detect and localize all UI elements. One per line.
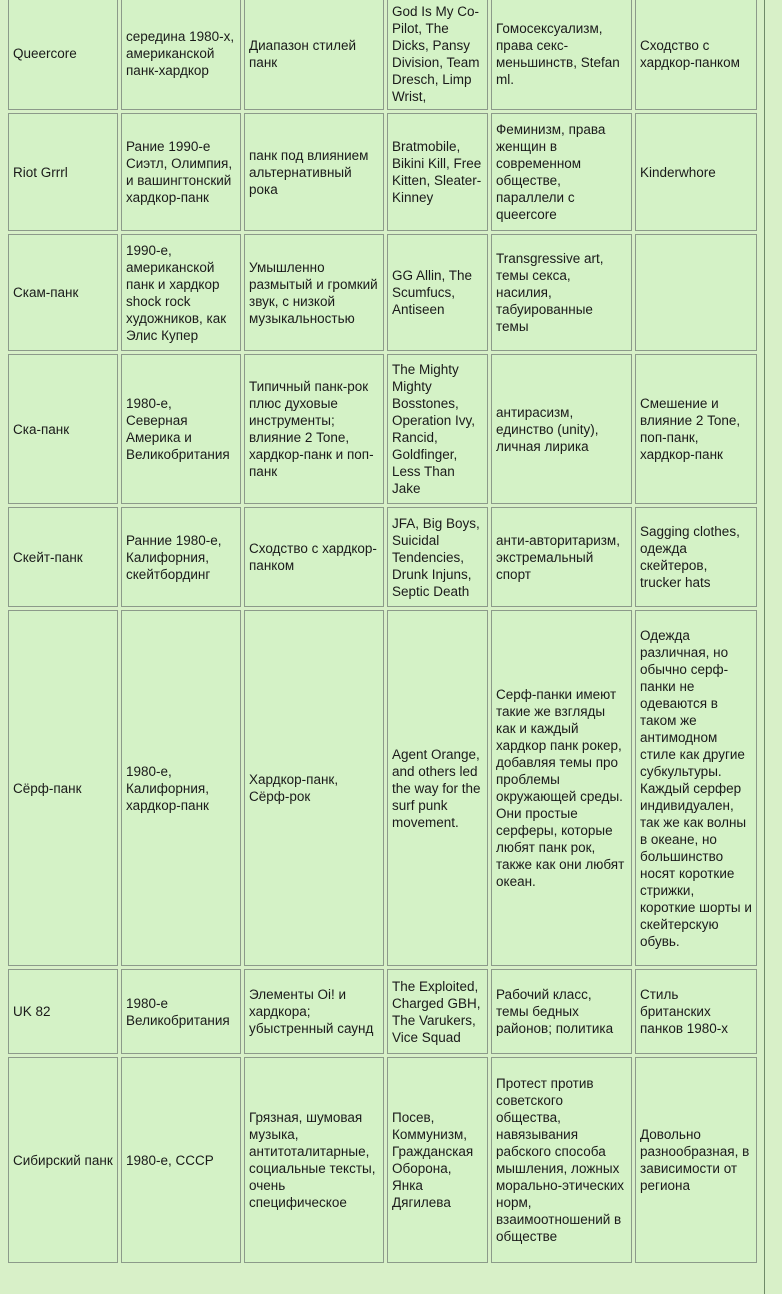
table-cell-origin: 1980-е, Калифорния, хардкор-панк bbox=[121, 610, 241, 966]
table-cell-genre: Сибирский панк bbox=[8, 1057, 118, 1263]
table-cell-sound: Хардкор-панк, Сёрф-рок bbox=[244, 610, 384, 966]
table-cell-sound: Грязная, шумовая музыка, антитоталитарные, социальные тексты, очень специфическое bbox=[244, 1057, 384, 1263]
table-row bbox=[8, 234, 757, 351]
table-cell-bands: GG Allin, The Scumfucs, Antiseen bbox=[387, 234, 488, 351]
table-cell-fashion bbox=[635, 234, 757, 351]
table-body bbox=[8, 0, 757, 1263]
table-row bbox=[8, 0, 757, 110]
table-cell-themes: Transgressive art, темы секса, насилия, табуированные темы bbox=[491, 234, 632, 351]
table-cell-origin: 1980-е Великобритания bbox=[121, 969, 241, 1054]
table-row bbox=[8, 1057, 757, 1263]
table-cell-fashion: Sagging clothes, одежда скейтеров, trucker hats bbox=[635, 507, 757, 607]
table-cell-fashion: Смешение и влияние 2 Tone, поп-панк, хардкор-панк bbox=[635, 354, 757, 504]
table-cell-bands: Посев, Коммунизм, Гражданская Оборона, Янка Дягилева bbox=[387, 1057, 488, 1263]
table-cell-origin: 1980-е, Северная Америка и Великобритания bbox=[121, 354, 241, 504]
table-row bbox=[8, 507, 757, 607]
table-cell-themes: Протест против советского общества, навязывания рабского способа мышления, ложных морально-этических норм, взаимоотношений в обществе bbox=[491, 1057, 632, 1263]
table-cell-themes: анти-авторитаризм, экстремальный спорт bbox=[491, 507, 632, 607]
table-cell-fashion: Kinderwhore bbox=[635, 113, 757, 231]
table-cell-bands: JFA, Big Boys, Suicidal Tendencies, Drunk Injuns, Septic Death bbox=[387, 507, 488, 607]
table-cell-themes: Рабочий класс, темы бедных районов; политика bbox=[491, 969, 632, 1054]
table-row bbox=[8, 113, 757, 231]
table-cell-genre: Сёрф-панк bbox=[8, 610, 118, 966]
table-cell-genre: Ска-панк bbox=[8, 354, 118, 504]
table-row bbox=[8, 610, 757, 966]
table-cell-sound: Типичный панк-рок плюс духовые инструменты; влияние 2 Tone, хардкор-панк и поп-панк bbox=[244, 354, 384, 504]
punk-genres-table bbox=[5, 0, 760, 1266]
table-cell-fashion: Стиль британских панков 1980-х bbox=[635, 969, 757, 1054]
table-cell-themes: антирасизм, единство (unity), личная лирика bbox=[491, 354, 632, 504]
table-cell-themes: Гомосексуализм, права секс-меньшинств, Stefan ml. bbox=[491, 0, 632, 110]
table-cell-bands: The Mighty Mighty Bosstones, Operation Ivy, Rancid, Goldfinger, Less Than Jake bbox=[387, 354, 488, 504]
table-cell-themes: Серф-панки имеют такие же взгляды как и каждый хардкор панк рокер, добавляя темы про проблемы окружающей среды. Они простые серферы, которые любят панк рок, также как они любят океан. bbox=[491, 610, 632, 966]
table-cell-origin: 1980-е, СССР bbox=[121, 1057, 241, 1263]
table-cell-bands: Agent Orange, and others led the way for the surf punk movement. bbox=[387, 610, 488, 966]
table-cell-genre: Riot Grrrl bbox=[8, 113, 118, 231]
table-cell-genre: Queercore bbox=[8, 0, 118, 110]
table-cell-origin: Рание 1990-е Сиэтл, Олимпия, и вашингтонский хардкор-панк bbox=[121, 113, 241, 231]
table-row bbox=[8, 969, 757, 1054]
table-cell-sound: панк под влиянием альтернативный рока bbox=[244, 113, 384, 231]
table-cell-bands: Bratmobile, Bikini Kill, Free Kitten, Sleater-Kinney bbox=[387, 113, 488, 231]
table-cell-bands: God Is My Co-Pilot, The Dicks, Pansy Division, Team Dresch, Limp Wrist, bbox=[387, 0, 488, 110]
table-cell-sound: Диапазон стилей панк bbox=[244, 0, 384, 110]
table-cell-genre: Скам-панк bbox=[8, 234, 118, 351]
table-cell-origin: Ранние 1980-е, Калифорния, скейтбординг bbox=[121, 507, 241, 607]
table-cell-fashion: Сходство с хардкор-панком bbox=[635, 0, 757, 110]
table-cell-sound: Умышленно размытый и громкий звук, с низкой музыкальностью bbox=[244, 234, 384, 351]
table-cell-genre: UK 82 bbox=[8, 969, 118, 1054]
table-cell-sound: Элементы Oi! и хардкора; убыстренный саунд bbox=[244, 969, 384, 1054]
table-cell-bands: The Exploited, Charged GBH, The Varukers, Vice Squad bbox=[387, 969, 488, 1054]
table-cell-themes: Феминизм, права женщин в современном обществе, параллели с queercore bbox=[491, 113, 632, 231]
table-cell-fashion: Довольно разнообразная, в зависимости от региона bbox=[635, 1057, 757, 1263]
table-cell-origin: 1990-е, американской панк и хардкор shock rock художников, как Элис Купер bbox=[121, 234, 241, 351]
table-row bbox=[8, 354, 757, 504]
table-cell-fashion: Одежда различная, но обычно серф-панки не одеваются в таком же антимодном стиле как другие субкультуры. Каждый серфер индивидуален, так же как волны в океане, но большинство носят короткие стрижки, короткие шорты и скейтерскую обувь. bbox=[635, 610, 757, 966]
table-cell-origin: середина 1980-х, американской панк-хардкор bbox=[121, 0, 241, 110]
table-cell-sound: Сходство с хардкор-панком bbox=[244, 507, 384, 607]
table-cell-genre: Скейт-панк bbox=[8, 507, 118, 607]
